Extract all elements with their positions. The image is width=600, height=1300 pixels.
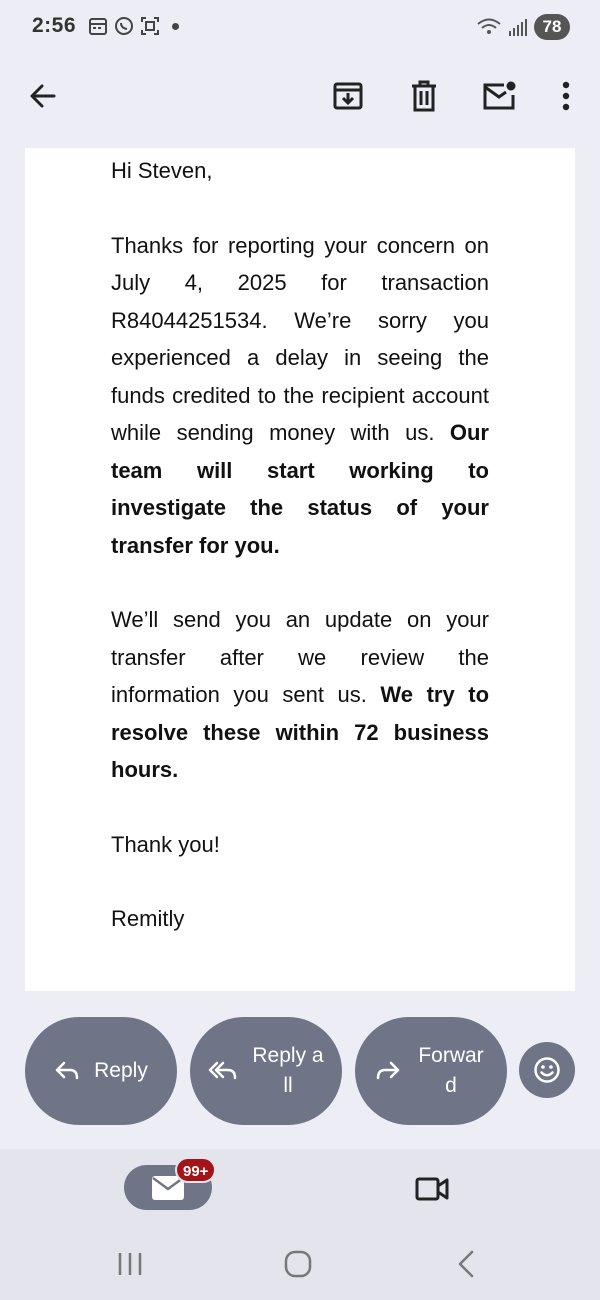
signal-icon [508,17,528,37]
email-message-card [25,148,575,991]
email-signature: Remitly [111,906,185,931]
paragraph-1-text: Thanks for reporting your concern on July 4, 2025 for transaction R84044251534. We’re sorry you experienced a delay in seeing the funds credited to the recipient account while sending money with us. [111,232,489,445]
status-bar [0,0,600,56]
forward-icon [375,1060,401,1082]
delete-button[interactable] [402,74,446,118]
status-time: 2:56 [32,14,77,37]
calendar-icon [88,16,108,36]
back-system-button[interactable] [446,1247,486,1281]
more-options-button[interactable] [544,74,588,118]
wifi-icon [476,16,502,38]
more-vert-icon [561,81,571,111]
email-thanks: Thank you! [111,831,220,857]
reply-button[interactable] [25,1017,177,1125]
home-button[interactable] [278,1247,318,1281]
reply-all-button[interactable] [190,1017,342,1125]
bottom-navigation [0,1149,600,1229]
mark-unread-button[interactable] [477,74,521,118]
mail-unread-icon [482,81,516,111]
more-notifications-dot [172,23,179,30]
message-actions [0,991,600,1149]
email-body [111,148,489,938]
email-paragraph-1 [111,227,489,565]
emoji-reaction-button[interactable] [519,1042,575,1098]
meet-tab[interactable] [412,1169,452,1209]
forward-label: Forward [418,1044,484,1097]
archive-icon [332,80,364,112]
forward-button[interactable] [355,1017,507,1125]
screenshot-icon [140,16,160,36]
video-camera-icon [415,1176,449,1202]
recents-icon [117,1251,143,1277]
archive-button[interactable] [326,74,370,118]
trash-icon [409,80,439,112]
reply-all-label: Reply all [252,1044,324,1097]
unread-count-badge: 99+ [175,1157,216,1183]
smiley-icon [533,1056,561,1084]
reply-all-icon [208,1060,238,1082]
back-button[interactable] [21,74,65,118]
paragraph-2-text: We’ll send you an update on your transfer after we review the information you sent us. [111,607,489,707]
paragraph-2-bold: We try to resolve these within 72 business hours. [111,682,490,782]
reply-label: Reply [94,1059,148,1082]
reply-icon [54,1060,80,1082]
paragraph-1-bold: Our team will start working to investigate the status of your transfer for you. [111,420,489,558]
system-status [476,14,570,40]
home-icon [284,1250,312,1278]
chevron-left-icon [456,1250,476,1278]
arrow-left-icon [28,81,58,111]
system-navigation-bar [0,1229,600,1300]
battery-level: 78 [534,14,570,40]
recent-apps-button[interactable] [110,1247,150,1281]
whatsapp-icon [114,16,134,36]
email-toolbar [0,56,600,148]
email-paragraph-2 [111,601,489,789]
notification-icons [88,16,179,36]
email-greeting: Hi Steven, [111,158,213,183]
